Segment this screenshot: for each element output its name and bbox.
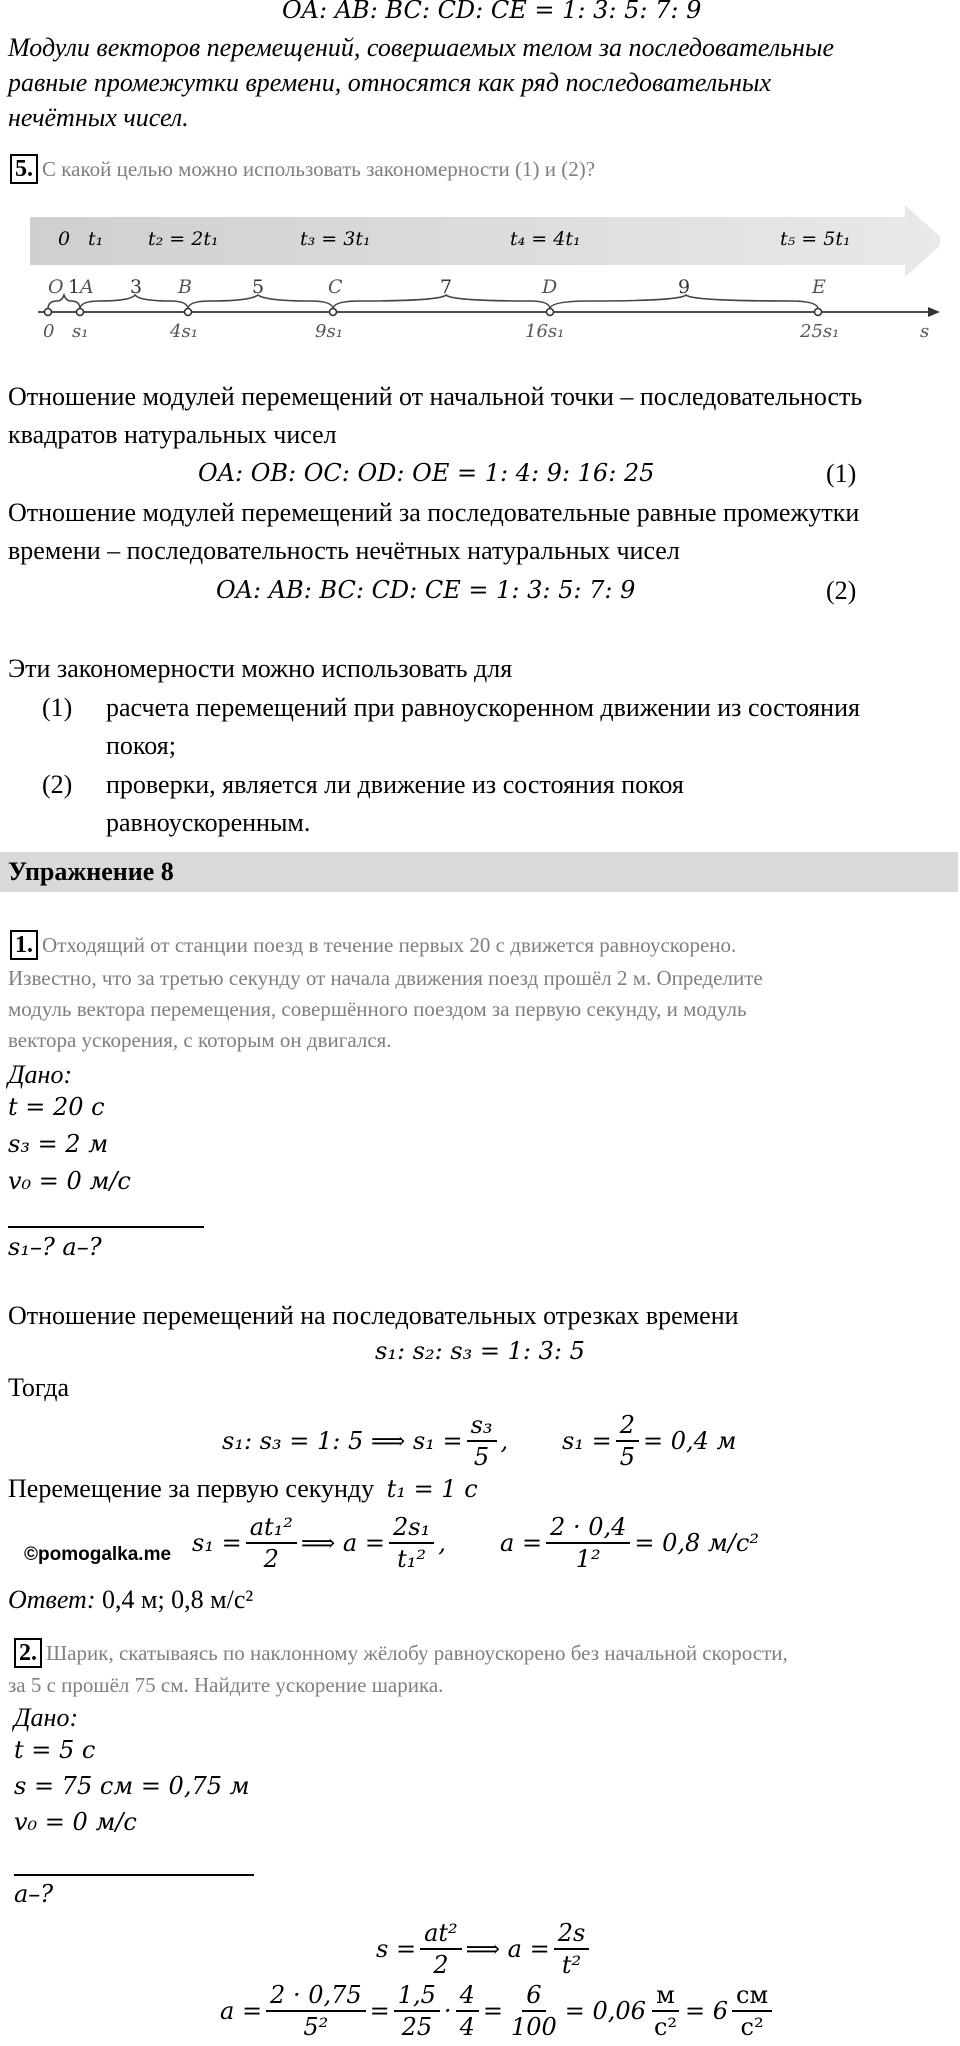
time-label-t2: t₂ = 2t₁ [148,228,219,250]
segment-number-1: 1 [68,276,81,298]
find-1: s₁–? a–? [8,1233,102,1261]
point-label-E: E [812,276,826,298]
segment-number-7: 7 [440,276,453,298]
f1-left: s₁ = [192,1529,242,1557]
point-label-O: O [48,276,64,298]
eq-a-left: s₁: s₃ = 1: 5 ⟹ s₁ = [222,1427,463,1455]
given-label-1: Дано: [8,1060,73,1089]
unit-m-s2: $\frac{м}{\text{с²}}$ [653,1981,678,2041]
fraction-at1sq-2: $\frac{\text{at₁²}}{2}$ [246,1512,297,1574]
point-label-B: B [178,276,192,298]
equation-2-number: (2) [826,576,857,605]
exercise-2-text-1 [14,1638,788,1669]
given-2-t: t = 5 с [14,1736,96,1764]
fraction-atsq-2: $\frac{\text{at²}}{2}$ [420,1918,462,1980]
given-divider-1 [8,1226,204,1228]
given-1-t: t = 20 с [8,1093,105,1121]
ex2-f2-mid: = 0,06 [564,1997,646,2025]
point-label-D: D [542,276,558,298]
axis-name-s: s [920,321,930,342]
fraction-4-4: $\frac{4}{4}$ [456,1980,479,2042]
given-2-s: s = 75 см = 0,75 м [14,1772,250,1800]
motion-diagram [10,205,940,365]
first-second-text: Перемещение за первую секунду [8,1474,375,1503]
fraction-s3-5: $\frac{\text{s₃}}{5}$ [467,1410,497,1472]
eq-b-right: = 0,4 м [642,1427,737,1455]
find-2: a–? [14,1880,54,1908]
eq-s1-from-s3: s₁: s₃ = 1: 5 ⟹ s₁ = $\frac{\text{s₃}}{5}$ , [222,1411,509,1471]
fraction-2x04-1sq: $\frac{2 \cdot 0,4}{\text{1²}}$ [546,1512,630,1574]
time-label-t4: t₄ = 4t₁ [510,228,581,250]
time-label-0: 0 [58,228,71,250]
question-5 [10,154,595,185]
axis-label-9s1: 9s₁ [315,321,343,342]
segment-number-9: 9 [678,276,691,298]
f2-left: a = [500,1529,543,1557]
task-number: 1. [10,930,38,960]
answer-value: 0,4 м; 0,8 м/с² [101,1585,254,1614]
eq-b-left: s₁ = [562,1427,612,1455]
eq-ex2-formula [376,1918,593,1980]
axis-label-4s1: 4s₁ [170,321,198,342]
use-2-number: (2) [42,770,73,799]
use-1-line1: расчета перемещений при равноускоренном движении из состояния [106,693,860,722]
given-1-s3: s₃ = 2 м [8,1130,109,1158]
uses-intro: Эти закономерности можно использовать для [8,654,513,683]
ratio-intro: Отношение перемещений на последовательных отрезках времени [8,1301,739,1330]
italic-statement-1: Модули векторов перемещений, совершаемых телом за последовательные [8,33,835,62]
use-1-number: (1) [42,693,73,722]
exercise-2-text-2: за 5 с прошёл 75 см. Найдите ускорение шарика. [8,1673,444,1697]
given-1-v0: v₀ = 0 м/с [8,1167,131,1195]
fraction-6-100: $\frac{6}{100}$ [510,1981,557,2041]
f1-mid: ⟹ a = [300,1529,385,1557]
segment-number-5: 5 [252,276,265,298]
axis-label-16s1: 16s₁ [525,321,565,342]
use-2-line2: равноускоренным. [106,808,311,837]
point-label-A: A [80,276,94,298]
answer5-line2b: времени – последовательность нечётных натуральных чисел [8,536,680,565]
task-number: 2. [14,1638,42,1668]
exercise-1-text-3: модуль вектора перемещения, совершённого поездом за первую секунду, и модуль [8,997,747,1021]
exercise-text: Отходящий от станции поезд в течение первых 20 с движется равноускорено. [42,933,737,957]
first-second-line [8,1474,478,1504]
point-label-C: C [328,276,343,298]
ex2-f1-mid: ⟹ a = [465,1935,550,1963]
fraction-15-25: $\frac{1,5}{25}$ [394,1980,440,2042]
answer-1 [8,1585,253,1615]
answer5-line1a: Отношение модулей перемещений от начальной точки – последовательность [8,382,863,411]
axis-label-s1: s₁ [72,321,89,342]
eq-ex2-value: a = $\frac{2 \cdot 0,75}{\text{5²}}$ = $\frac{1,5}{25}$ · $\frac{4}{4}$ = $\frac{6}{100}$ = 0,06 $\frac{м}{\text{с²}}$ = 6 $\frac{см}{\text{с²}}$ [220,1980,776,2042]
italic-statement-2: равные промежутки времени, относятся как ряд последовательных [8,68,772,97]
equation-1: OA: OB: OC: OD: OE = 1: 4: 9: 16: 25 [198,459,655,487]
use-1-line2: покоя; [106,731,176,760]
section-title: Упражнение 8 [8,857,174,886]
ratio-line-top: OA: AB: BC: CD: CE = 1: 3: 5: 7: 9 [282,0,702,24]
ex2-f2-eq6: = 6 [685,1997,729,2025]
task-number: 5. [10,154,38,184]
axis-label-0: 0 [43,321,55,342]
equation-2: OA: AB: BC: CD: CE = 1: 3: 5: 7: 9 [216,576,636,604]
eq-s1-value [562,1410,736,1472]
unit-cm-s2: $\frac{см}{\text{с²}}$ [732,1980,772,2042]
axis-label-25s1: 25s₁ [800,321,840,342]
fraction-2s-tsq: $\frac{2s}{\text{t²}}$ [554,1918,590,1980]
segment-number-3: 3 [130,276,143,298]
f2-right: = 0,8 м/с² [634,1529,759,1557]
given-label-2: Дано: [14,1703,79,1732]
given-2-v0: v₀ = 0 м/с [14,1808,137,1836]
watermark: ©pomogalka.me [24,1544,172,1565]
exercise-1-text-1 [10,930,736,961]
equation-1-number: (1) [826,459,857,488]
fraction-2-5: $\frac{2}{5}$ [616,1410,639,1472]
answer5-line2a: Отношение модулей перемещений за последовательные равные промежутки [8,498,860,527]
eq-acceleration-formula: s₁ = $\frac{\text{at₁²}}{2}$ ⟹ a = $\frac{\text{2s₁}}{\text{t₁²}}$ , [192,1513,446,1573]
time-label-t5: t₅ = 5t₁ [780,228,851,250]
s-axis-arrow [928,307,940,317]
exercise-1-text-2: Известно, что за третью секунду от начала движения поезд прошёл 2 м. Определите [8,966,763,990]
ex2-f1-left: s = [376,1935,417,1963]
segment-braces [48,295,818,309]
exercise-1-text-4: вектора ускорения, с которым он двигался. [8,1028,392,1052]
eq-acceleration-value [500,1512,759,1574]
given-divider-2 [14,1874,254,1876]
then-label: Тогда [8,1373,70,1402]
use-2-line1: проверки, является ли движение из состояния покоя [106,770,684,799]
ratio-eq: s₁: s₂: s₃ = 1: 3: 5 [375,1337,585,1365]
exercise-text: Шарик, скатываясь по наклонному жёлобу равноускорено без начальной скорости, [46,1641,788,1665]
answer-label: Ответ: [8,1585,96,1614]
t1-eq: t₁ = 1 с [386,1475,478,1503]
fraction-2x075-5sq: $\frac{2 \cdot 0,75}{\text{5²}}$ [266,1980,366,2042]
question-text: С какой целью можно использовать закономерности (1) и (2)? [42,157,596,181]
section-header [0,852,958,892]
fraction-2s1-t1sq: $\frac{\text{2s₁}}{\text{t₁²}}$ [389,1512,434,1574]
italic-statement-3: нечётных чисел. [8,103,189,132]
ex2-f2-left: a = [220,1997,263,2025]
time-label-t1: t₁ [88,228,104,250]
answer5-line1b: квадратов натуральных чисел [8,420,337,449]
time-label-t3: t₃ = 3t₁ [300,228,371,250]
